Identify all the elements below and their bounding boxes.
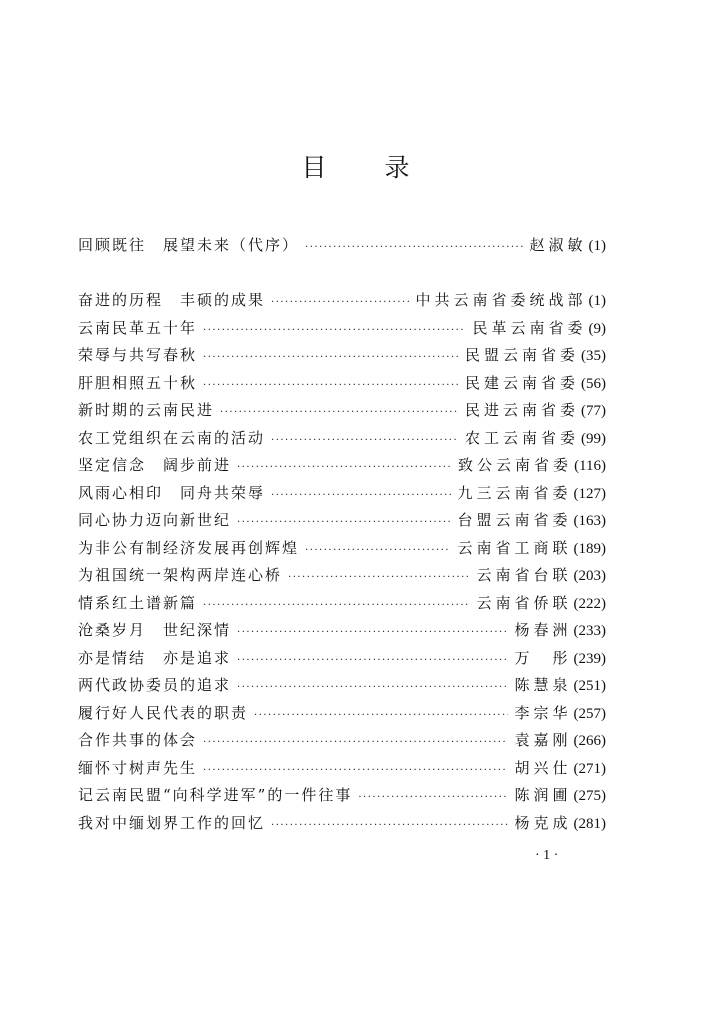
entry-title: 肝胆相照五十秋 [78, 373, 198, 392]
toc-row[interactable] [78, 537, 606, 565]
entry-title: 风雨心相印 同舟共荣辱 [78, 483, 266, 502]
page-title [0, 148, 711, 184]
leader-dots [237, 462, 452, 473]
leader-dots [203, 737, 508, 748]
entry-page: (266) [573, 733, 606, 749]
toc-row[interactable] [78, 399, 606, 427]
entry-title: 回顾既往 展望未来（代序） [78, 236, 300, 254]
entry-page: (189) [573, 540, 606, 557]
toc-row[interactable] [78, 674, 606, 702]
entry-author: 袁嘉刚 [514, 731, 572, 749]
leader-dots [305, 545, 451, 556]
entry-title: 沧桑岁月 世纪深情 [78, 621, 232, 639]
entry-title: 为祖国统一架构两岸连心桥 [78, 566, 283, 584]
entry-title: 新时期的云南民进 [78, 401, 215, 419]
toc-list [78, 289, 606, 839]
toc-row[interactable] [78, 619, 606, 647]
leader-dots [271, 435, 459, 446]
entry-page: (35) [581, 348, 606, 364]
leader-dots [358, 792, 508, 803]
entry-author: 胡兴仕 [514, 758, 572, 777]
entry-title: 缅怀寸树声先生 [78, 758, 198, 777]
leader-dots [220, 407, 459, 418]
entry-page: (1) [588, 238, 606, 254]
entry-author: 民革云南省委 [472, 318, 587, 337]
entry-title: 我对中缅划界工作的回忆 [78, 813, 266, 832]
entry-page: (163) [573, 513, 606, 529]
leader-dots [271, 490, 451, 501]
entry-page: (127) [573, 485, 606, 502]
entry-author: 杨克成 [514, 813, 572, 832]
entry-title: 合作共事的体会 [78, 731, 198, 749]
entry-page: (99) [581, 430, 606, 447]
toc-row[interactable] [78, 509, 606, 537]
entry-author: 致公云南省委 [458, 456, 573, 474]
toc-row[interactable] [78, 317, 606, 345]
entry-author: 九三云南省委 [457, 483, 572, 502]
toc-row[interactable] [78, 757, 606, 785]
entry-title: 两代政协委员的追求 [78, 676, 232, 694]
entry-author: 赵淑敏 [529, 236, 587, 254]
leader-dots [237, 517, 451, 528]
entry-author: 万 彤 [514, 648, 572, 667]
entry-author: 农工云南省委 [464, 428, 579, 447]
entry-author: 陈润圃 [514, 786, 572, 804]
title-char-2: 录 [384, 153, 410, 182]
toc-row[interactable] [78, 647, 606, 675]
entry-page: (77) [581, 403, 606, 419]
title-char-1: 目 [301, 153, 327, 182]
toc-row[interactable] [78, 482, 606, 510]
leader-dots [288, 572, 470, 583]
entry-title: 亦是情结 亦是追求 [78, 648, 232, 667]
toc-row[interactable] [78, 812, 606, 840]
entry-author: 云南省工商联 [457, 538, 572, 557]
entry-author: 台盟云南省委 [457, 511, 572, 529]
leader-dots [271, 297, 409, 308]
entry-page: (257) [573, 705, 606, 722]
toc-row[interactable] [78, 372, 606, 400]
entry-author: 陈慧泉 [514, 676, 572, 694]
toc-row[interactable] [78, 592, 606, 620]
entry-author: 李宗华 [514, 703, 572, 722]
leader-dots [203, 352, 459, 363]
entry-page: (1) [588, 293, 606, 309]
entry-author: 民盟云南省委 [464, 346, 579, 364]
leader-dots [305, 242, 523, 253]
toc-row[interactable] [78, 427, 606, 455]
toc-row[interactable] [78, 234, 606, 262]
toc-row[interactable] [78, 784, 606, 812]
leader-dots [254, 710, 508, 721]
entry-author: 民建云南省委 [464, 373, 579, 392]
entry-page: (56) [581, 375, 606, 392]
entry-page: (203) [573, 568, 606, 584]
entry-page: (251) [573, 678, 606, 694]
entry-page: (275) [573, 788, 606, 804]
leader-dots [237, 682, 508, 693]
leader-dots [203, 325, 466, 336]
entry-page: (239) [573, 650, 606, 667]
preface-entry [78, 234, 606, 262]
leader-dots [203, 765, 508, 776]
entry-page: (281) [573, 815, 606, 832]
leader-dots [203, 600, 470, 611]
entry-author: 云南省侨联 [476, 593, 572, 612]
entry-title: 同心协力迈向新世纪 [78, 511, 232, 529]
entry-title: 记云南民盟“向科学进军”的一件往事 [78, 786, 353, 804]
leader-dots [237, 627, 508, 638]
toc-row[interactable] [78, 702, 606, 730]
toc-row[interactable] [78, 564, 606, 592]
entry-title: 坚定信念 阔步前进 [78, 456, 232, 474]
entry-title: 荣辱与共写春秋 [78, 346, 198, 364]
entry-author: 中共云南省委统战部 [415, 291, 587, 309]
entry-title: 云南民革五十年 [78, 318, 198, 337]
entry-page: (222) [573, 595, 606, 612]
page-number: · 1 · [535, 848, 559, 863]
entry-page: (116) [574, 458, 606, 474]
entry-title: 履行好人民代表的职责 [78, 703, 249, 722]
entry-title: 为非公有制经济发展再创辉煌 [78, 538, 300, 557]
entry-page: (271) [573, 760, 606, 777]
toc-row[interactable] [78, 344, 606, 372]
toc-row[interactable] [78, 289, 606, 317]
entry-title: 奋进的历程 丰硕的成果 [78, 291, 266, 309]
leader-dots [203, 380, 459, 391]
entry-page: (9) [588, 320, 606, 337]
entry-title: 情系红土谱新篇 [78, 593, 198, 612]
leader-dots [271, 820, 508, 831]
entry-author: 杨春洲 [514, 621, 572, 639]
toc-row[interactable] [78, 729, 606, 757]
entry-page: (233) [573, 623, 606, 639]
entry-title: 农工党组织在云南的活动 [78, 428, 266, 447]
toc-row[interactable] [78, 454, 606, 482]
entry-author: 云南省台联 [476, 566, 572, 584]
leader-dots [237, 655, 508, 666]
entry-author: 民进云南省委 [464, 401, 579, 419]
